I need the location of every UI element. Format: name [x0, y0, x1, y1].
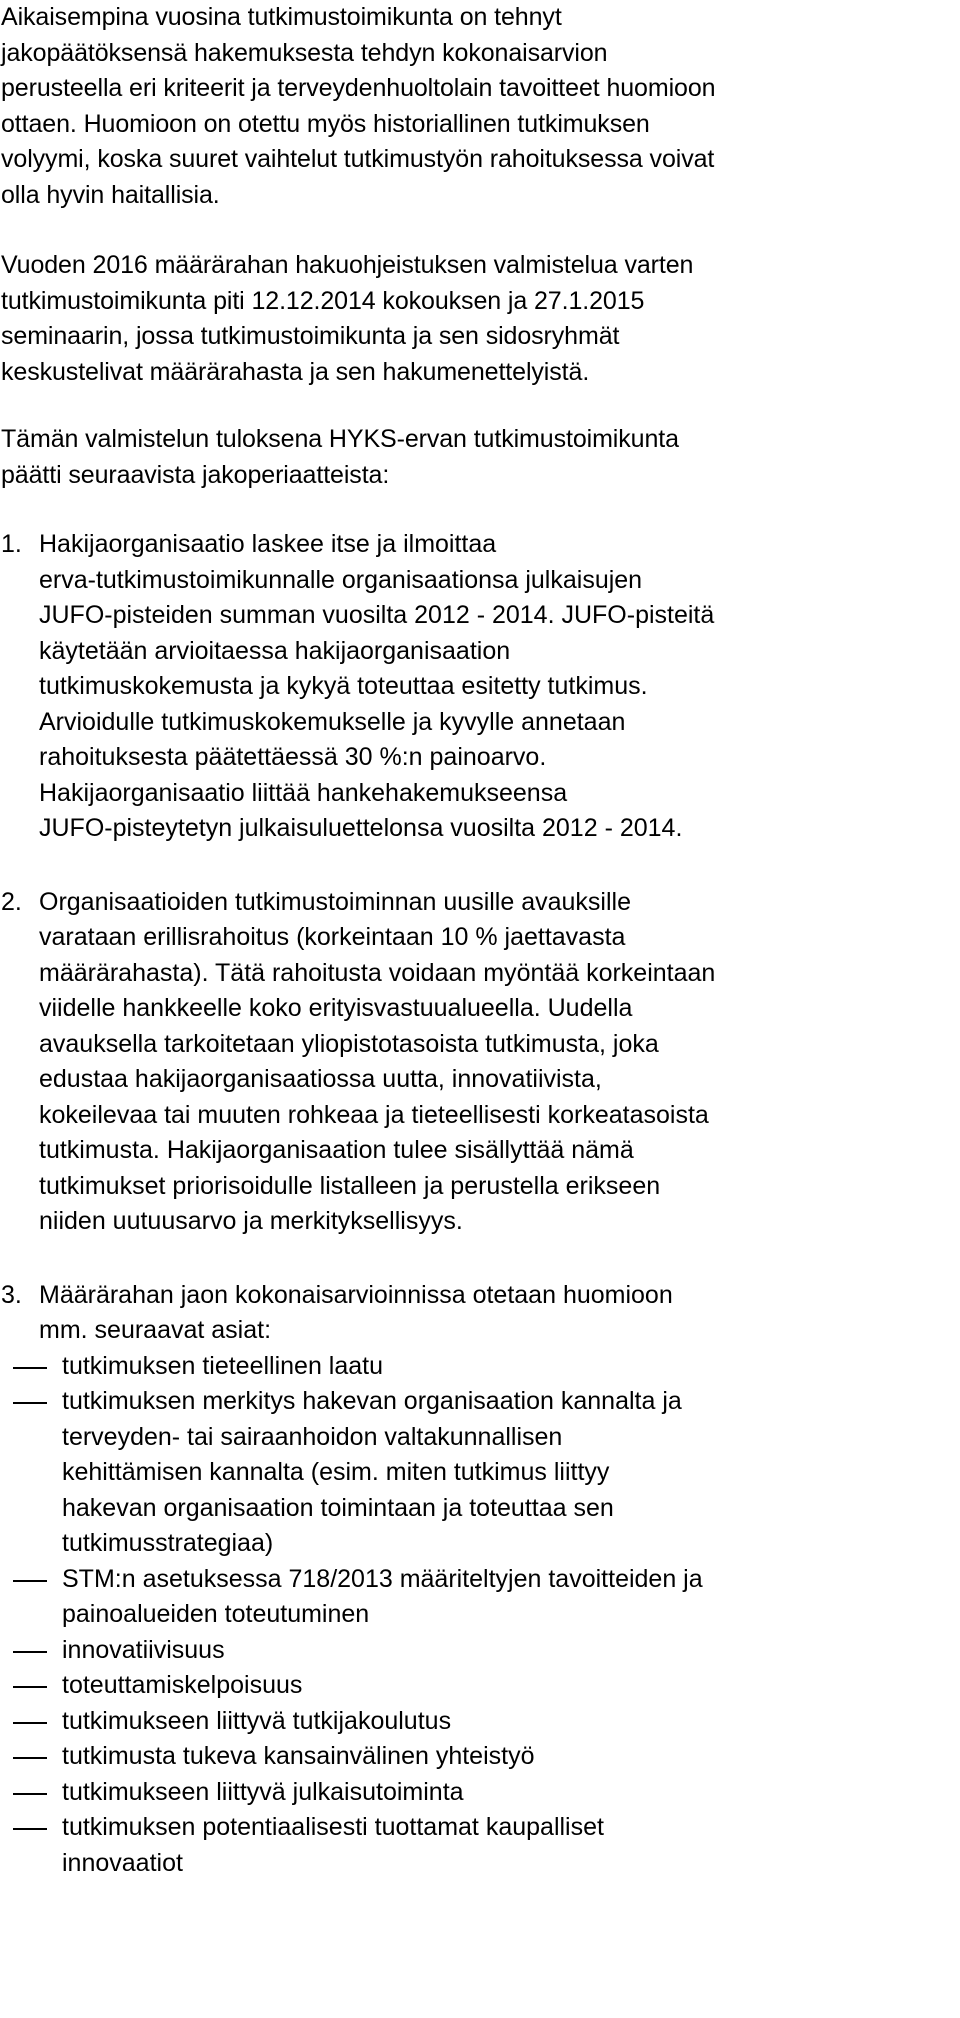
principle-number: 3. [1, 1280, 22, 1309]
principle-line: erva-tutkimustoimikunnalle organisaationsa julkaisujen [39, 565, 643, 594]
result-line: päätti seuraavista jakoperiaatteista: [1, 460, 390, 489]
criteria-line: tutkimukseen liittyvä tutkijakoulutus [62, 1706, 452, 1735]
criteria-line: innovatiivisuus [62, 1635, 225, 1664]
principle-text [39, 1278, 959, 1349]
criteria-line: innovaatiot [62, 1848, 183, 1877]
principle-line: tutkimukset priorisoidulle listalleen ja perustella erikseen [39, 1171, 661, 1200]
criteria-line: terveyden- tai sairaanhoidon valtakunnallisen [62, 1422, 563, 1451]
principle-line: mm. seuraavat asiat: [39, 1316, 272, 1344]
principle-line: viidelle hankkeelle koko erityisvastuualueella. Uudella [39, 994, 633, 1022]
dash-bullet-icon [1, 1562, 62, 1633]
criteria-item [1, 1633, 959, 1669]
criteria-item [1, 1668, 959, 1704]
criteria-line: tutkimukseen liittyvä julkaisutoiminta [62, 1777, 464, 1806]
principle-line: Organisaatioiden tutkimustoiminnan uusille avauksille [39, 887, 631, 916]
preparation-line: tutkimustoimikunta piti 12.12.2014 kokouksen ja 27.1.2015 [1, 286, 645, 315]
principle-item [1, 885, 959, 1240]
criteria-text [62, 1739, 959, 1775]
criteria-line: hakevan organisaation toimintaan ja toteuttaa sen [62, 1493, 614, 1522]
dash-bullet-icon [1, 1810, 62, 1881]
criteria-item [1, 1349, 959, 1385]
document-page [1, 0, 959, 1881]
criteria-list [1, 1349, 959, 1882]
principle-line: avauksella tarkoitetaan yliopistotasoista tutkimusta, joka [39, 1029, 659, 1058]
principle-line: käytetään arvioitaessa hakijaorganisaation [39, 636, 511, 665]
criteria-text [62, 1562, 959, 1633]
criteria-text [62, 1349, 959, 1385]
principle-item [1, 1278, 959, 1349]
preparation-line: keskustelivat määrärahasta ja sen hakumenettelyistä. [1, 357, 590, 386]
criteria-line: painoalueiden toteutuminen [62, 1600, 370, 1628]
dash-bullet-icon [1, 1704, 62, 1740]
criteria-text [62, 1810, 959, 1881]
dash-bullet-icon [1, 1349, 62, 1385]
dash-bullet-icon [1, 1668, 62, 1704]
principle-line: tutkimusta. Hakijaorganisaation tulee sisällyttää nämä [39, 1136, 634, 1164]
criteria-text [62, 1633, 959, 1669]
principle-line: JUFO-pisteiden summan vuosilta 2012 - 2014. JUFO-pisteitä [39, 601, 715, 629]
principle-line: Arvioidulle tutkimuskokemukselle ja kyvylle annetaan [39, 707, 626, 736]
principles-list [1, 527, 959, 1349]
criteria-line: tutkimuksen potentiaalisesti tuottamat kaupalliset [62, 1813, 604, 1841]
criteria-line: kehittämisen kannalta (esim. miten tutkimus liittyy [62, 1458, 610, 1486]
criteria-item [1, 1562, 959, 1633]
result-line: Tämän valmistelun tuloksena HYKS-ervan tutkimustoimikunta [1, 425, 679, 453]
principle-line: määrärahasta). Tätä rahoitusta voidaan myöntää korkeintaan [39, 958, 716, 987]
principle-line: Hakijaorganisaatio liittää hankehakemukseensa [39, 778, 568, 807]
dash-bullet-icon [1, 1633, 62, 1669]
intro-line: ottaen. Huomioon on otettu myös historiallinen tutkimuksen [1, 109, 650, 138]
principle-line: JUFO-pisteytetyn julkaisuluettelonsa vuosilta 2012 - 2014. [39, 814, 683, 842]
criteria-line: tutkimusstrategiaa) [62, 1529, 274, 1557]
principle-line: tutkimuskokemusta ja kykyä toteuttaa esitetty tutkimus. [39, 672, 648, 700]
criteria-line: toteuttamiskelpoisuus [62, 1671, 303, 1699]
principle-line: niiden uutuusarvo ja merkityksellisyys. [39, 1207, 463, 1235]
principle-number: 1. [1, 530, 22, 558]
principle-line: varataan erillisrahoitus (korkeintaan 10 % jaettavasta [39, 923, 626, 951]
intro-line: jakopäätöksensä hakemuksesta tehdyn kokonaisarvion [1, 38, 608, 67]
principle-line: Hakijaorganisaatio laskee itse ja ilmoittaa [39, 530, 497, 558]
intro-line: volyymi, koska suuret vaihtelut tutkimustyön rahoituksessa voivat [1, 145, 715, 173]
principle-item [1, 527, 959, 847]
principle-text [39, 885, 959, 1240]
criteria-line: tutkimusta tukeva kansainvälinen yhteistyö [62, 1742, 535, 1770]
principle-line: rahoituksesta päätettäessä 30 %:n painoarvo. [39, 743, 547, 771]
intro-line: olla hyvin haitallisia. [1, 180, 220, 209]
principle-text [39, 527, 959, 847]
principle-line: Määrärahan jaon kokonaisarvioinnissa otetaan huomioon [39, 1280, 673, 1309]
criteria-line: STM:n asetuksessa 718/2013 määriteltyjen tavoitteiden ja [62, 1564, 703, 1593]
criteria-text [62, 1384, 959, 1562]
criteria-text [62, 1704, 959, 1740]
intro-paragraph [1, 0, 959, 213]
dash-bullet-icon [1, 1775, 62, 1811]
dash-bullet-icon [1, 1739, 62, 1775]
criteria-item [1, 1739, 959, 1775]
criteria-text [62, 1775, 959, 1811]
criteria-line: tutkimuksen tieteellinen laatu [62, 1351, 384, 1380]
result-paragraph [1, 422, 959, 493]
intro-line: perusteella eri kriteerit ja terveydenhuoltolain tavoitteet huomioon [1, 74, 716, 102]
preparation-line: Vuoden 2016 määrärahan hakuohjeistuksen valmistelua varten [1, 251, 694, 279]
criteria-item [1, 1704, 959, 1740]
principle-line: kokeilevaa tai muuten rohkeaa ja tieteellisesti korkeatasoista [39, 1100, 709, 1129]
principle-line: edustaa hakijaorganisaatiossa uutta, innovatiivista, [39, 1065, 602, 1093]
criteria-item [1, 1810, 959, 1881]
criteria-text [62, 1668, 959, 1704]
intro-line: Aikaisempina vuosina tutkimustoimikunta on tehnyt [1, 3, 562, 31]
preparation-line: seminaarin, jossa tutkimustoimikunta ja sen sidosryhmät [1, 322, 620, 350]
preparation-paragraph [1, 248, 959, 390]
criteria-item [1, 1775, 959, 1811]
dash-bullet-icon [1, 1384, 62, 1562]
criteria-item [1, 1384, 959, 1562]
criteria-line: tutkimuksen merkitys hakevan organisaation kannalta ja [62, 1387, 682, 1415]
principle-number: 2. [1, 887, 22, 916]
